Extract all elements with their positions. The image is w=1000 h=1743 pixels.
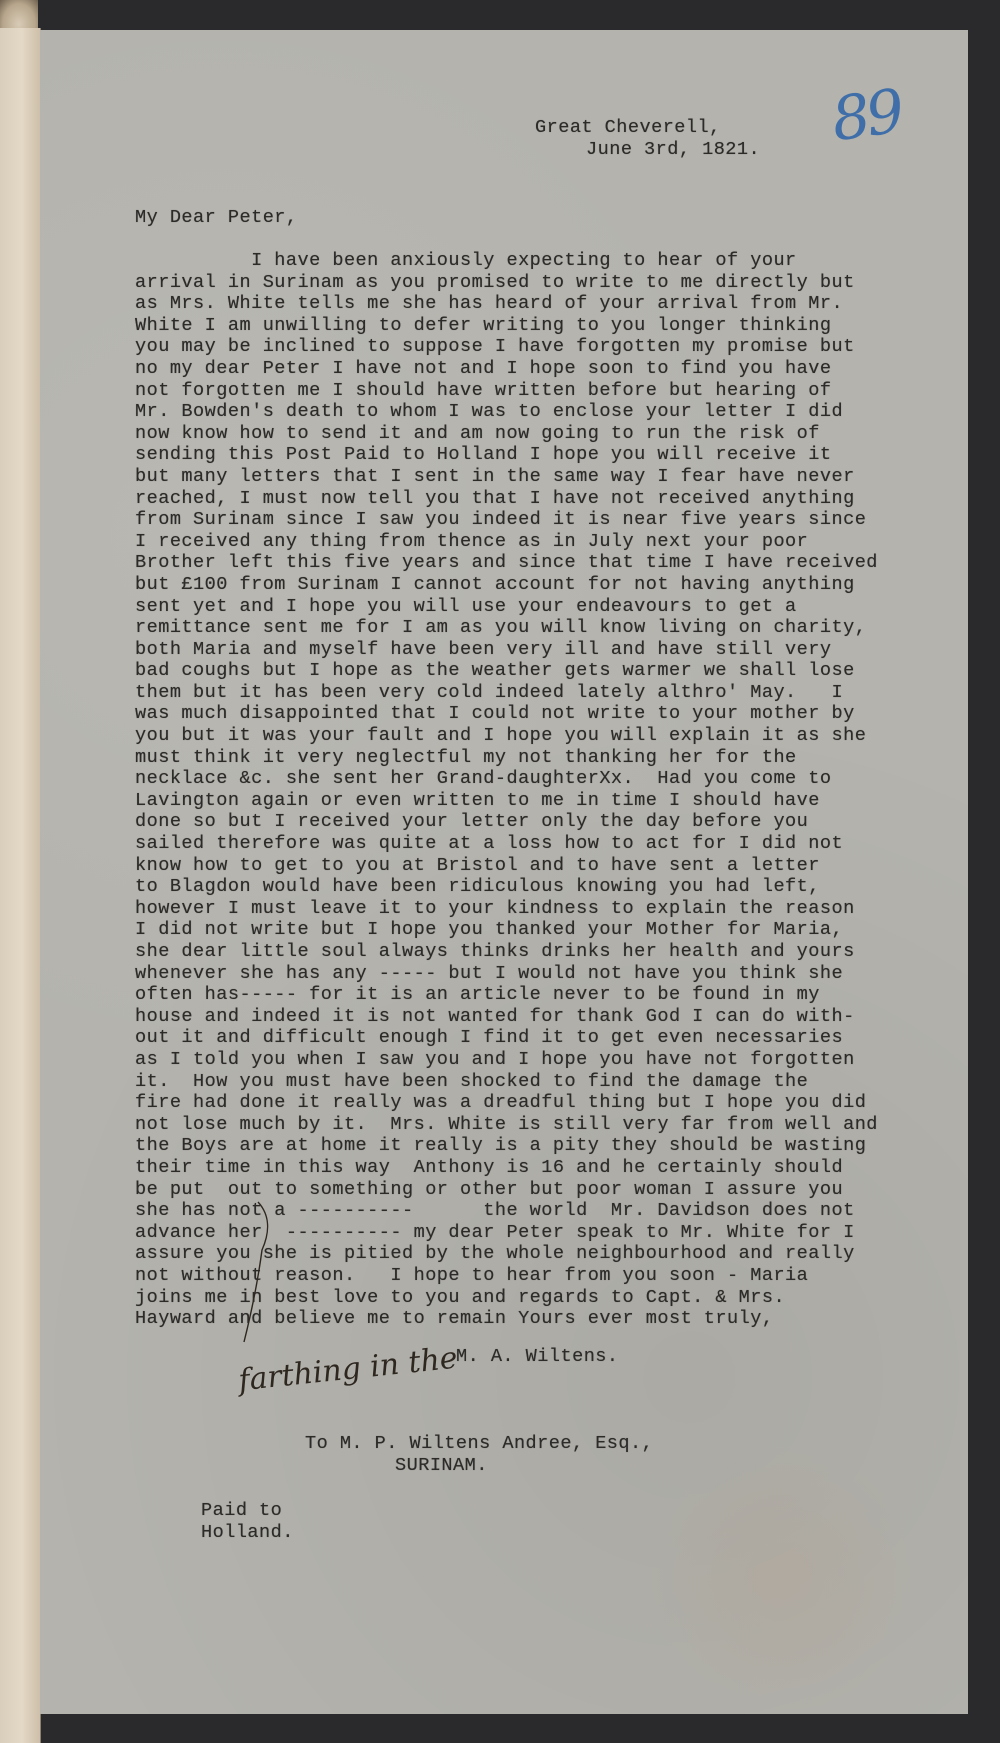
body-line: assure you she is pitied by the whole neighbourhood and really	[135, 1243, 855, 1265]
body-line: advance her ---------- my dear Peter speak to Mr. White for I	[135, 1221, 855, 1243]
body-line: now know how to send it and am now going to run the risk of	[135, 422, 820, 444]
body-line: Mr. Bowden's death to whom I was to enclose your letter I did	[135, 401, 844, 423]
body-line: both Maria and myself have been very ill and have still very	[135, 638, 832, 660]
postal-note-line-2: Holland.	[201, 1522, 294, 1543]
handwritten-insertion: farthing in the	[236, 1340, 460, 1399]
body-line: often has----- for it is an article never to be found in my	[135, 984, 820, 1006]
body-line: White I am unwilling to defer writing to you longer thinking	[135, 314, 832, 336]
body-line: Hayward and believe me to remain Yours ever most truly,	[135, 1308, 774, 1330]
body-line: but £100 from Surinam I cannot account for not having anything	[135, 573, 855, 595]
body-line: the Boys are at home it really is a pity they should be wasting	[135, 1135, 867, 1157]
body-line: not without reason. I hope to hear from you soon - Maria	[135, 1264, 809, 1286]
body-line: from Surinam since I saw you indeed it is near five years since	[135, 509, 867, 531]
letter-place: Great Cheverell,	[535, 117, 721, 138]
body-line: it. How you must have been shocked to find the damage the	[135, 1070, 809, 1092]
body-line: not forgotten me I should have written before but hearing of	[135, 379, 832, 401]
body-line: sent yet and I hope you will use your endeavours to get a	[135, 595, 797, 617]
body-line: whenever she has any ----- but I would not have you think she	[135, 962, 844, 984]
body-line: I received any thing from thence as in July next your poor	[135, 530, 809, 552]
body-line: was much disappointed that I could not write to your mother by	[135, 703, 855, 725]
address-line-1: To M. P. Wiltens Andree, Esq.,	[305, 1433, 654, 1454]
body-line: she has not a ---------- the world Mr. Davidson does not	[135, 1200, 855, 1222]
body-line: must think it very neglectful my not thanking her for the	[135, 746, 797, 768]
body-line: Lavington again or even written to me in time I should have	[135, 789, 820, 811]
body-line: out it and difficult enough I find it to get even necessaries	[135, 1027, 844, 1049]
body-line: she dear little soul always thinks drinks her health and yours	[135, 941, 855, 962]
body-line: them but it has been very cold indeed lately althro' May. I	[135, 681, 844, 703]
body-line: joins me in best love to you and regards to Capt. & Mrs.	[135, 1286, 786, 1308]
body-line: their time in this way Anthony is 16 and he certainly should	[135, 1156, 844, 1178]
body-line: done so but I received your letter only the day before you	[135, 811, 809, 833]
body-line: sailed therefore was quite at a loss how to act for I did not	[135, 833, 844, 855]
body-line: as I told you when I saw you and I hope you have not forgotten	[135, 1048, 855, 1070]
body-line: fire had done it really was a dreadful thing but I hope you did	[135, 1092, 867, 1114]
address-line-2: SURINAM.	[395, 1455, 488, 1476]
body-line: no my dear Peter I have not and I hope soon to find you have	[135, 357, 832, 379]
body-line: not lose much by it. Mrs. White is still very far from well and	[135, 1113, 878, 1135]
body-line: Brother left this five years and since that time I have received	[135, 552, 878, 574]
body-line: reached, I must now tell you that I have not received anything	[135, 487, 855, 509]
body-line: sending this Post Paid to Holland I hope you will receive it	[135, 444, 832, 466]
body-line: I did not write but I hope you thanked your Mother for Maria,	[135, 919, 844, 941]
body-line: you but it was your fault and I hope you will explain it as she	[135, 725, 867, 747]
body-line: house and indeed it is not wanted for thank God I can do with-	[135, 1005, 855, 1027]
folio-number: 89	[827, 76, 905, 156]
postal-note-line-1: Paid to	[201, 1500, 283, 1521]
body-line: but many letters that I sent in the same way I fear have never	[135, 465, 855, 487]
body-line: I have been anxiously expecting to hear of your	[135, 250, 797, 271]
body-line: however I must leave it to your kindness to explain the reason	[135, 897, 855, 919]
body-line: arrival in Surinam as you promised to write to me directly but	[135, 271, 855, 293]
letter-salutation: My Dear Peter,	[135, 207, 298, 228]
signature: M. A. Wiltens.	[456, 1346, 619, 1367]
body-line: to Blagdon would have been ridiculous knowing you had left,	[135, 876, 820, 898]
body-line: as Mrs. White tells me she has heard of your arrival from Mr.	[135, 293, 844, 315]
body-line: bad coughs but I hope as the weather gets warmer we shall lose	[135, 660, 855, 682]
body-line: be put out to something or other but poor woman I assure you	[135, 1178, 844, 1200]
body-line: remittance sent me for I am as you will know living on charity,	[135, 617, 867, 639]
body-line: you may be inclined to suppose I have forgotten my promise but	[135, 336, 855, 358]
letter-date: June 3rd, 1821.	[586, 139, 761, 160]
body-line: necklace &c. she sent her Grand-daughterXx. Had you come to	[135, 768, 832, 790]
body-line: know how to get to you at Bristol and to have sent a letter	[135, 854, 820, 876]
